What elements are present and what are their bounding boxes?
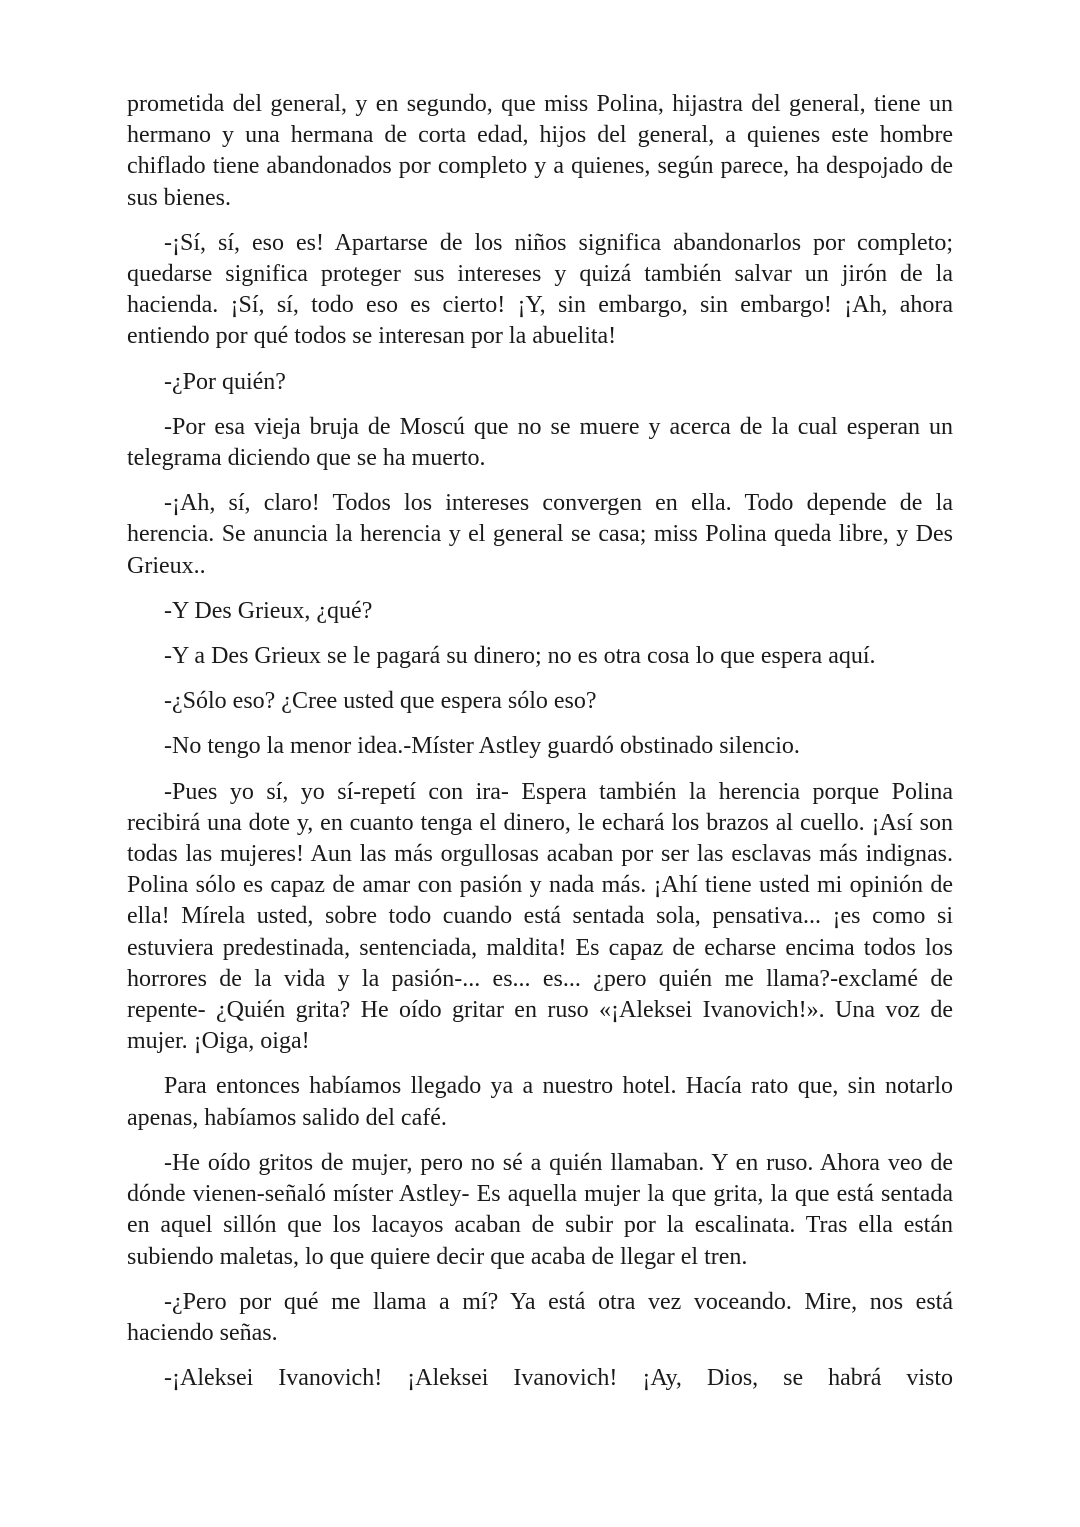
paragraph-7: -Y a Des Grieux se le pagará su dinero; no es otra cosa lo que espera aquí.: [164, 643, 876, 670]
paragraph-5: -¡Ah, sí, claro! Todos los intereses convergen en ella. Todo depende de la herencia. Se anuncia la herencia y el general se casa; miss Polina queda libre, y Des Grieux..: [127, 490, 953, 579]
paragraph-10: -Pues yo sí, yo sí-repetí con ira- Espera también la herencia porque Polina recibirá una dote y, en cuanto tenga el dinero, le echará los brazos al cuello. ¡Así son todas las mujeres! Aun las más orgullosas acaban por ser las esclavas más indignas. Polina sólo es capaz de amar con pasión y nada más. ¡Ahí tiene usted mi opinión de ella! Mírela usted, sobre todo cuando está sentada sola, pensativa... ¡es como si estuviera predestinada, sentenciada, maldita! Es capaz de echarse encima todos los horrores de la vida y la pasión-... es... es... ¿pero quién me llama?-exclamé de repente- ¿Quién grita? He oído gritar en ruso «¡Aleksei Ivanovich!». Una voz de mujer. ¡Oiga, oiga!: [127, 778, 953, 1055]
paragraph-4: -Por esa vieja bruja de Moscú que no se muere y acerca de la cual esperan un telegrama diciendo que se ha muerto.: [127, 413, 953, 472]
paragraph-6: -Y Des Grieux, ¿qué?: [164, 597, 373, 624]
paragraph-13: -¿Pero por qué me llama a mí? Ya está otra vez voceando. Mire, nos está haciendo señas.: [127, 1288, 953, 1346]
paragraph-3: -¿Por quién?: [164, 368, 286, 395]
paragraph-14: -¡Aleksei Ivanovich! ¡Aleksei Ivanovich! ¡Ay, Dios, se habrá visto: [164, 1365, 953, 1392]
paragraph-11: Para entonces habíamos llegado ya a nuestro hotel. Hacía rato que, sin notarlo apenas, habíamos salido del café.: [127, 1073, 953, 1131]
paragraph-8: -¿Sólo eso? ¿Cree usted que espera sólo eso?: [164, 688, 597, 715]
paragraph-2: -¡Sí, sí, eso es! Apartarse de los niños significa abandonarlos por completo; quedarse significa proteger sus intereses y quizá también salvar un jirón de la hacienda. ¡Sí, sí, todo eso es cierto! ¡Y, sin embargo, sin embargo! ¡Ah, ahora entiendo por qué todos se interesan por la abuelita!: [127, 229, 953, 350]
document-page: [127, 89, 953, 1408]
paragraph-9: -No tengo la menor idea.-Míster Astley guardó obstinado silencio.: [164, 733, 800, 760]
paragraph-1: prometida del general, y en segundo, que miss Polina, hijastra del general, tiene un hermano y una hermana de corta edad, hijos del general, a quienes este hombre chiflado tiene abandonados por completo y a quienes, según parece, ha despojado de sus bienes.: [127, 91, 953, 211]
paragraph-12: -He oído gritos de mujer, pero no sé a quién llamaban. Y en ruso. Ahora veo de dónde vienen-señaló míster Astley- Es aquella mujer la que grita, la que está sentada en aquel sillón que los lacayos acaban de subir por la escalinata. Tras ella están subiendo maletas, lo que quiere decir que acaba de llegar el tren.: [127, 1149, 953, 1270]
